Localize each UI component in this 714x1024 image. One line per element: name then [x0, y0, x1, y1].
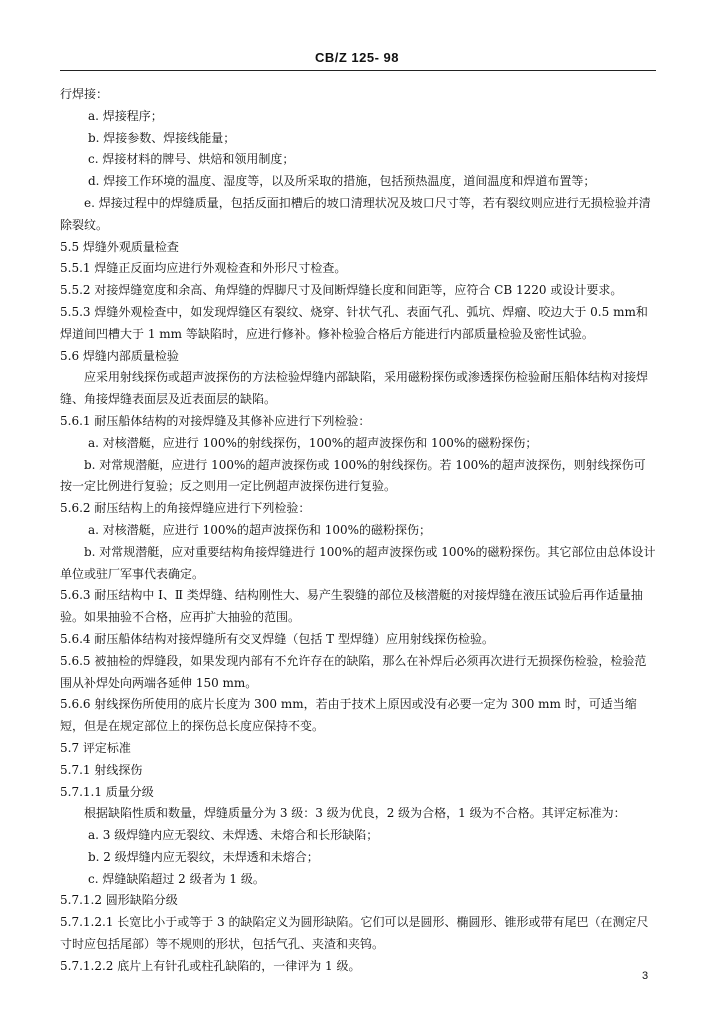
clause-5-6-3: 5.6.3 耐压结构中 Ⅰ、Ⅱ 类焊缝、结构刚性大、易产生裂缝的部位及核潜艇的对接焊缝在液压试验后再作适量抽验。如果抽验不合格，应再扩大抽验的范围。 [60, 588, 643, 625]
document-body [60, 84, 656, 978]
clause-5-6-1: 5.6.1 耐压船体结构的对接焊缝及其修补应进行下列检验： [60, 413, 371, 428]
clause-5-6-4: 5.6.4 耐压船体结构对接焊缝所有交叉焊缝（包括 T 型焊缝）应用射线探伤检验。 [60, 631, 494, 646]
paragraph-continuation: 行焊接： [60, 87, 109, 101]
section-heading-5-5: 5.5 焊缝外观质量检查 [60, 239, 179, 254]
list-item-a: a. 对核潜艇，应进行 100%的射线探伤，100%的超声波探伤和 100%的磁粉探伤； [88, 435, 538, 450]
clause-5-6-2: 5.6.2 耐压结构上的角接焊缝应进行下列检验： [60, 501, 311, 516]
list-item-a: a. 焊接程序； [88, 108, 163, 123]
list-item-d: d. 焊接工作环境的温度、湿度等，以及所采取的措施，包括预热温度，道间温度和焊道布置等； [88, 174, 596, 189]
clause-5-7-1-2-1: 5.7.1.2.1 长宽比小于或等于 3 的缺陷定义为圆形缺陷。它们可以是圆形、椭圆形、锥形或带有尾巴（在测定尺寸时应包括尾部）等不规则的形状，包括气孔、夹渣和夹钨。 [60, 915, 649, 952]
clause-5-5-3: 5.5.3 焊缝外观检查中，如发现焊缝区有裂纹、烧穿、针状气孔、表面气孔、弧坑、焊瘤、咬边大于 0.5 mm和焊道间凹槽大于 1 mm 等缺陷时，应进行修补。修补检验合格后方能进行内部质量检验及密性试验。 [60, 304, 648, 341]
clause-5-5-1: 5.5.1 焊缝正反面均应进行外观检查和外形尺寸检查。 [60, 261, 347, 276]
clause-5-6-6: 5.6.6 射线探伤所使用的底片长度为 300 mm，若由于技术上原因或没有必要一定为 300 mm 时，可适当缩短，但是在规定部位上的探伤总长度应保持不变。 [60, 697, 637, 734]
section-5-6-intro: 应采用射线探伤或超声波探伤的方法检验焊缝内部缺陷，采用磁粉探伤或渗透探伤检验耐压船体结构对接焊缝、角接焊缝表面层及近表面层的缺陷。 [60, 370, 649, 407]
list-item-b: b. 焊接参数、焊接线能量； [88, 130, 236, 145]
clause-5-7-1-2: 5.7.1.2 圆形缺陷分级 [60, 893, 178, 908]
clause-5-7-1: 5.7.1 射线探伤 [60, 762, 143, 777]
list-item-b: b. 2 级焊缝内应无裂纹，未焊透和未熔合； [88, 849, 319, 864]
list-item-b: b. 对常规潜艇，应进行 100%的超声波探伤或 100%的射线探伤。若 100%的超声波探伤，则射线探伤可按一定比例进行复验；反之则用一定比例超声波探伤进行复验。 [60, 457, 646, 494]
list-item-c: c. 焊缝缺陷超过 2 级者为 1 级。 [88, 871, 265, 886]
header-divider [60, 70, 656, 71]
list-item-a: a. 3 级焊缝内应无裂纹、未焊透、未熔合和长形缺陷； [88, 828, 379, 843]
list-item-a: a. 对核潜艇，应进行 100%的超声波探伤和 100%的磁粉探伤； [88, 522, 432, 537]
clause-5-7-1-1: 5.7.1.1 质量分级 [60, 784, 154, 799]
clause-5-5-2: 5.5.2 对接焊缝宽度和余高、角焊缝的焊脚尺寸及间断焊缝长度和间距等，应符合 CB 1220 或设计要求。 [60, 283, 623, 298]
page-number: 3 [642, 970, 649, 982]
clause-5-7-1-2-2: 5.7.1.2.2 底片上有针孔或柱孔缺陷的，一律评为 1 级。 [60, 958, 361, 973]
list-item-b: b. 对常规潜艇，应对重要结构角接焊缝进行 100%的超声波探伤或 100%的磁粉探伤。其它部位由总体设计单位或驻厂军事代表确定。 [60, 544, 656, 581]
section-heading-5-7: 5.7 评定标准 [60, 740, 131, 755]
standard-code-header: CB/Z 125- 98 [314, 50, 400, 65]
list-item-e: e. 焊接过程中的焊缝质量，包括反面扣槽后的坡口清理状况及坡口尺寸等，若有裂纹则应进行无损检验并清除裂纹。 [60, 195, 651, 232]
grading-criteria: 根据缺陷性质和数量，焊缝质量分为 3 级：3 级为优良，2 级为合格，1 级为不合格。其评定标准为： [84, 806, 626, 821]
section-heading-5-6: 5.6 焊缝内部质量检验 [60, 348, 179, 363]
clause-5-6-5: 5.6.5 被抽检的焊缝段，如果发现内部有不允许存在的缺陷，那么在补焊后必须再次进行无损探伤检验，检验范围从补焊处向两端各延伸 150 mm。 [60, 653, 647, 690]
list-item-c: c. 焊接材料的牌号、烘焙和领用制度； [88, 152, 295, 167]
